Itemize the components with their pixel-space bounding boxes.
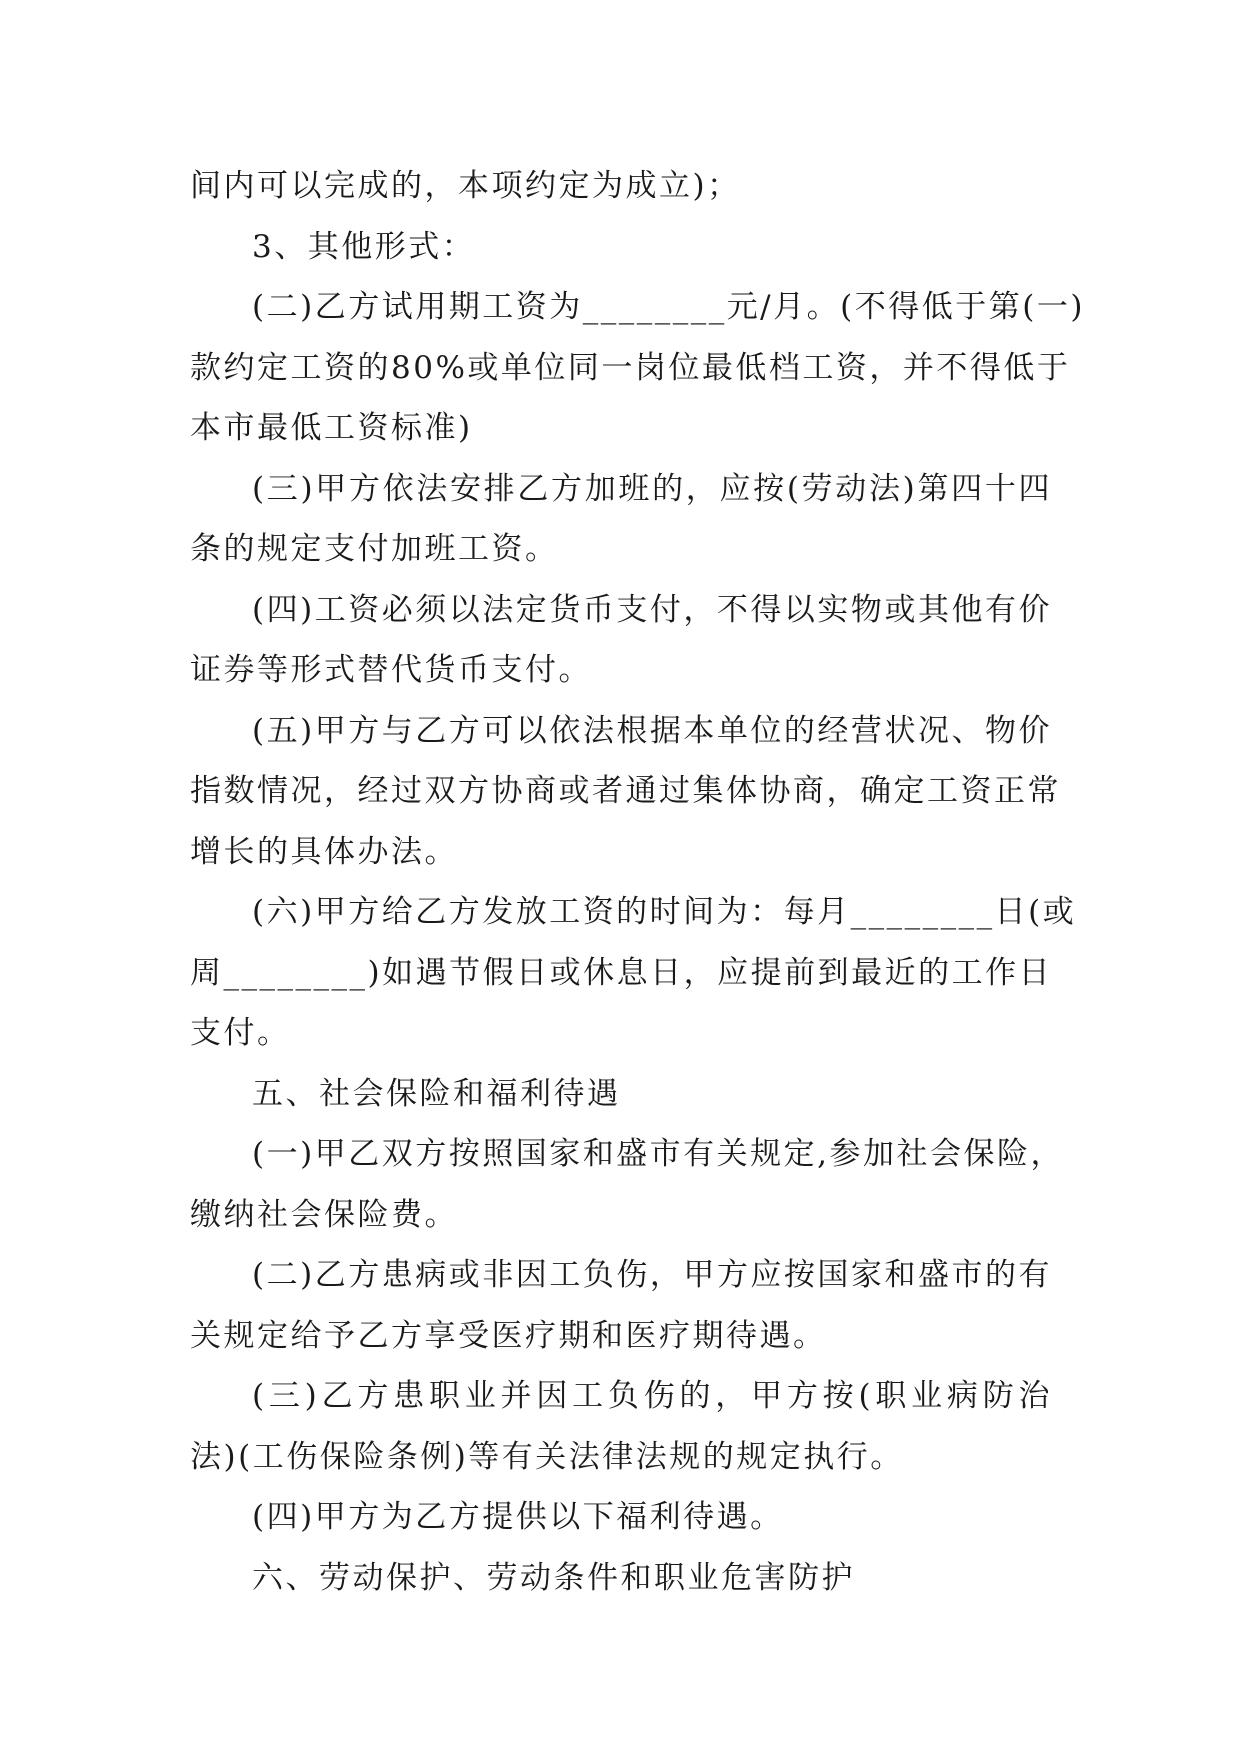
text-line: (一)甲乙双方按照国家和盛市有关规定,参加社会保险，: [252, 1136, 1065, 1172]
text-line: 指数情况，经过双方协商或者通过集体协商，确定工资正常: [190, 773, 1061, 809]
document-body: [190, 156, 1085, 1608]
text-line: 3、其他形式：: [252, 228, 476, 265]
text-line: 本市最低工资标准): [190, 410, 473, 446]
text-line: (三)甲方依法安排乙方加班的，应按(劳动法)第四十四: [252, 470, 1052, 507]
text-line: 周________)如遇节假日或休息日，应提前到最近的工作日: [190, 954, 1053, 991]
text-line: (二)乙方患病或非因工负伤，甲方应按国家和盛市的有: [252, 1257, 1052, 1293]
text-line: (六)甲方给乙方发放工资的时间为：每月________日(或: [252, 894, 1077, 930]
text-line: (三)乙方患职业并因工负伤的，甲方按(职业病防治: [252, 1378, 1052, 1414]
text-line: 间内可以完成的，本项约定为成立)；: [190, 168, 741, 204]
text-line: 款约定工资的80%或单位同一岗位最低档工资，并不得低于: [190, 349, 1071, 386]
text-line: 五、社会保险和福利待遇: [252, 1075, 621, 1112]
text-line: 证券等形式替代货币支付。: [190, 652, 592, 688]
text-line: (五)甲方与乙方可以依法根据本单位的经营状况、物价: [252, 712, 1052, 749]
text-line: (四)工资必须以法定货币支付，不得以实物或其他有价: [252, 591, 1052, 628]
text-line: (四)甲方为乙方提供以下福利待遇。: [252, 1499, 784, 1535]
text-line: 条的规定支付加班工资。: [190, 531, 559, 567]
text-line: 支付。: [190, 1015, 291, 1051]
text-line: 缴纳社会保险费。: [190, 1196, 458, 1233]
text-line: (二)乙方试用期工资为________元/月。(不得低于第(一): [252, 289, 1085, 325]
text-line: 六、劳动保护、劳动条件和职业危害防护: [252, 1559, 855, 1596]
text-line: 法)(工伤保险条例)等有关法律法规的规定执行。: [190, 1438, 904, 1475]
text-line: 关规定给予乙方享受医疗期和医疗期待遇。: [190, 1317, 827, 1354]
text-line: 增长的具体办法。: [190, 833, 458, 870]
